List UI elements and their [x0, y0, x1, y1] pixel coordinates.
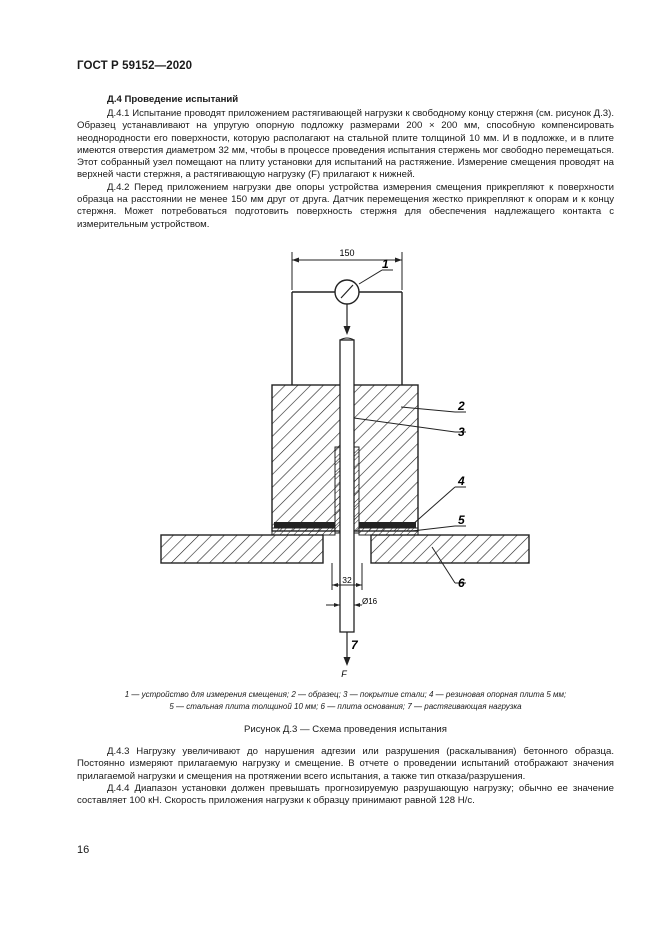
- base-plate-right: [371, 535, 529, 563]
- dim-width-label: 150: [339, 248, 355, 258]
- base-plate-left: [161, 535, 323, 563]
- rubber-pad-right: [359, 522, 416, 528]
- paragraph-d42: Д.4.2 Перед приложением нагрузки две опоры устройства измерения смещения прикрепляют к поверхности образца на расстоянии не менее 150 мм друг от друга. Датчик перемещения жестко прикрепляют к опорам и к концу стержня. Может потребоваться подготовить поверхность стержня для обеспечения надлежащего контакта с измерительным устройством.: [77, 181, 614, 230]
- dim-hole-label: 32: [342, 575, 352, 585]
- paragraph-d44: Д.4.4 Диапазон установки должен превышать прогнозируемую разрушающую нагрузку; обычно ее значение составляет 100 кН. Скорость приложения нагрузки к образцу принимают равной 128 Н/с.: [77, 782, 614, 807]
- rubber-pad-left: [274, 522, 335, 528]
- callout-4: 4: [458, 474, 465, 488]
- steel-plate-right: [359, 528, 418, 535]
- body-text-top: [77, 108, 614, 231]
- callout-5: 5: [458, 513, 465, 527]
- page-number: 16: [77, 844, 90, 856]
- body-text-bottom: [77, 746, 614, 807]
- load-symbol: F: [341, 669, 347, 679]
- callout-6: 6: [458, 576, 465, 590]
- dial-gauge-icon: [335, 280, 359, 335]
- callout-2: 2: [458, 399, 465, 413]
- figure-legend-line-1: 1 — устройство для измерения смещения; 2 — образец; 3 — покрытие стали; 4 — резиновая опорная плита 5 мм;: [124, 690, 567, 699]
- dim-rod-label: Ø16: [362, 597, 378, 606]
- steel-plate-left: [272, 528, 335, 535]
- paragraph-d41: Д.4.1 Испытание проводят приложением растягивающей нагрузки к свободному концу стержня (см. рисунок Д.3). Образец устанавливают на упругую опорную подложку размерами 200 × 200 мм, способную компенсировать неоднородности его поверхности, которую располагают на стальной плите толщиной 10 мм. И в подложке, и в плите имеются отверстия диаметром 32 мм, чтобы в процессе проведения испытания стержень мог свободно перемещаться. Этот собранный узел помещают на плиту установки для испытаний на растяжение. Измерение смещения проводят на верхней части стержня, а растягивающую нагрузку (F) прилагают к нижней.: [77, 108, 614, 181]
- figure-d3-diagram: [150, 240, 550, 685]
- callout-7: 7: [351, 638, 358, 652]
- figure-title: Рисунок Д.3 — Схема проведения испытания: [244, 724, 447, 735]
- document-header: ГОСТ Р 59152—2020: [77, 60, 193, 72]
- callout-1: 1: [382, 257, 389, 271]
- paragraph-d43: Д.4.3 Нагрузку увеличивают до нарушения адгезии или разрушения (раскалывания) бетонного образца. Постоянно измеряют прилагаемую нагрузку и смещение. В отчете о проведении испытаний отображают значения прилагаемой нагрузки и смещения на протяжении всего испытания, а также тип отказа/разрушения.: [77, 746, 614, 782]
- test-setup-diagram: [150, 240, 550, 685]
- steel-rod: [340, 340, 354, 632]
- callout-3: 3: [458, 425, 465, 439]
- section-heading: Д.4 Проведение испытаний: [107, 94, 239, 105]
- figure-legend-line-2: 5 — стальная плита толщиной 10 мм; 6 — плита основания; 7 — растягивающая нагрузка: [169, 702, 522, 711]
